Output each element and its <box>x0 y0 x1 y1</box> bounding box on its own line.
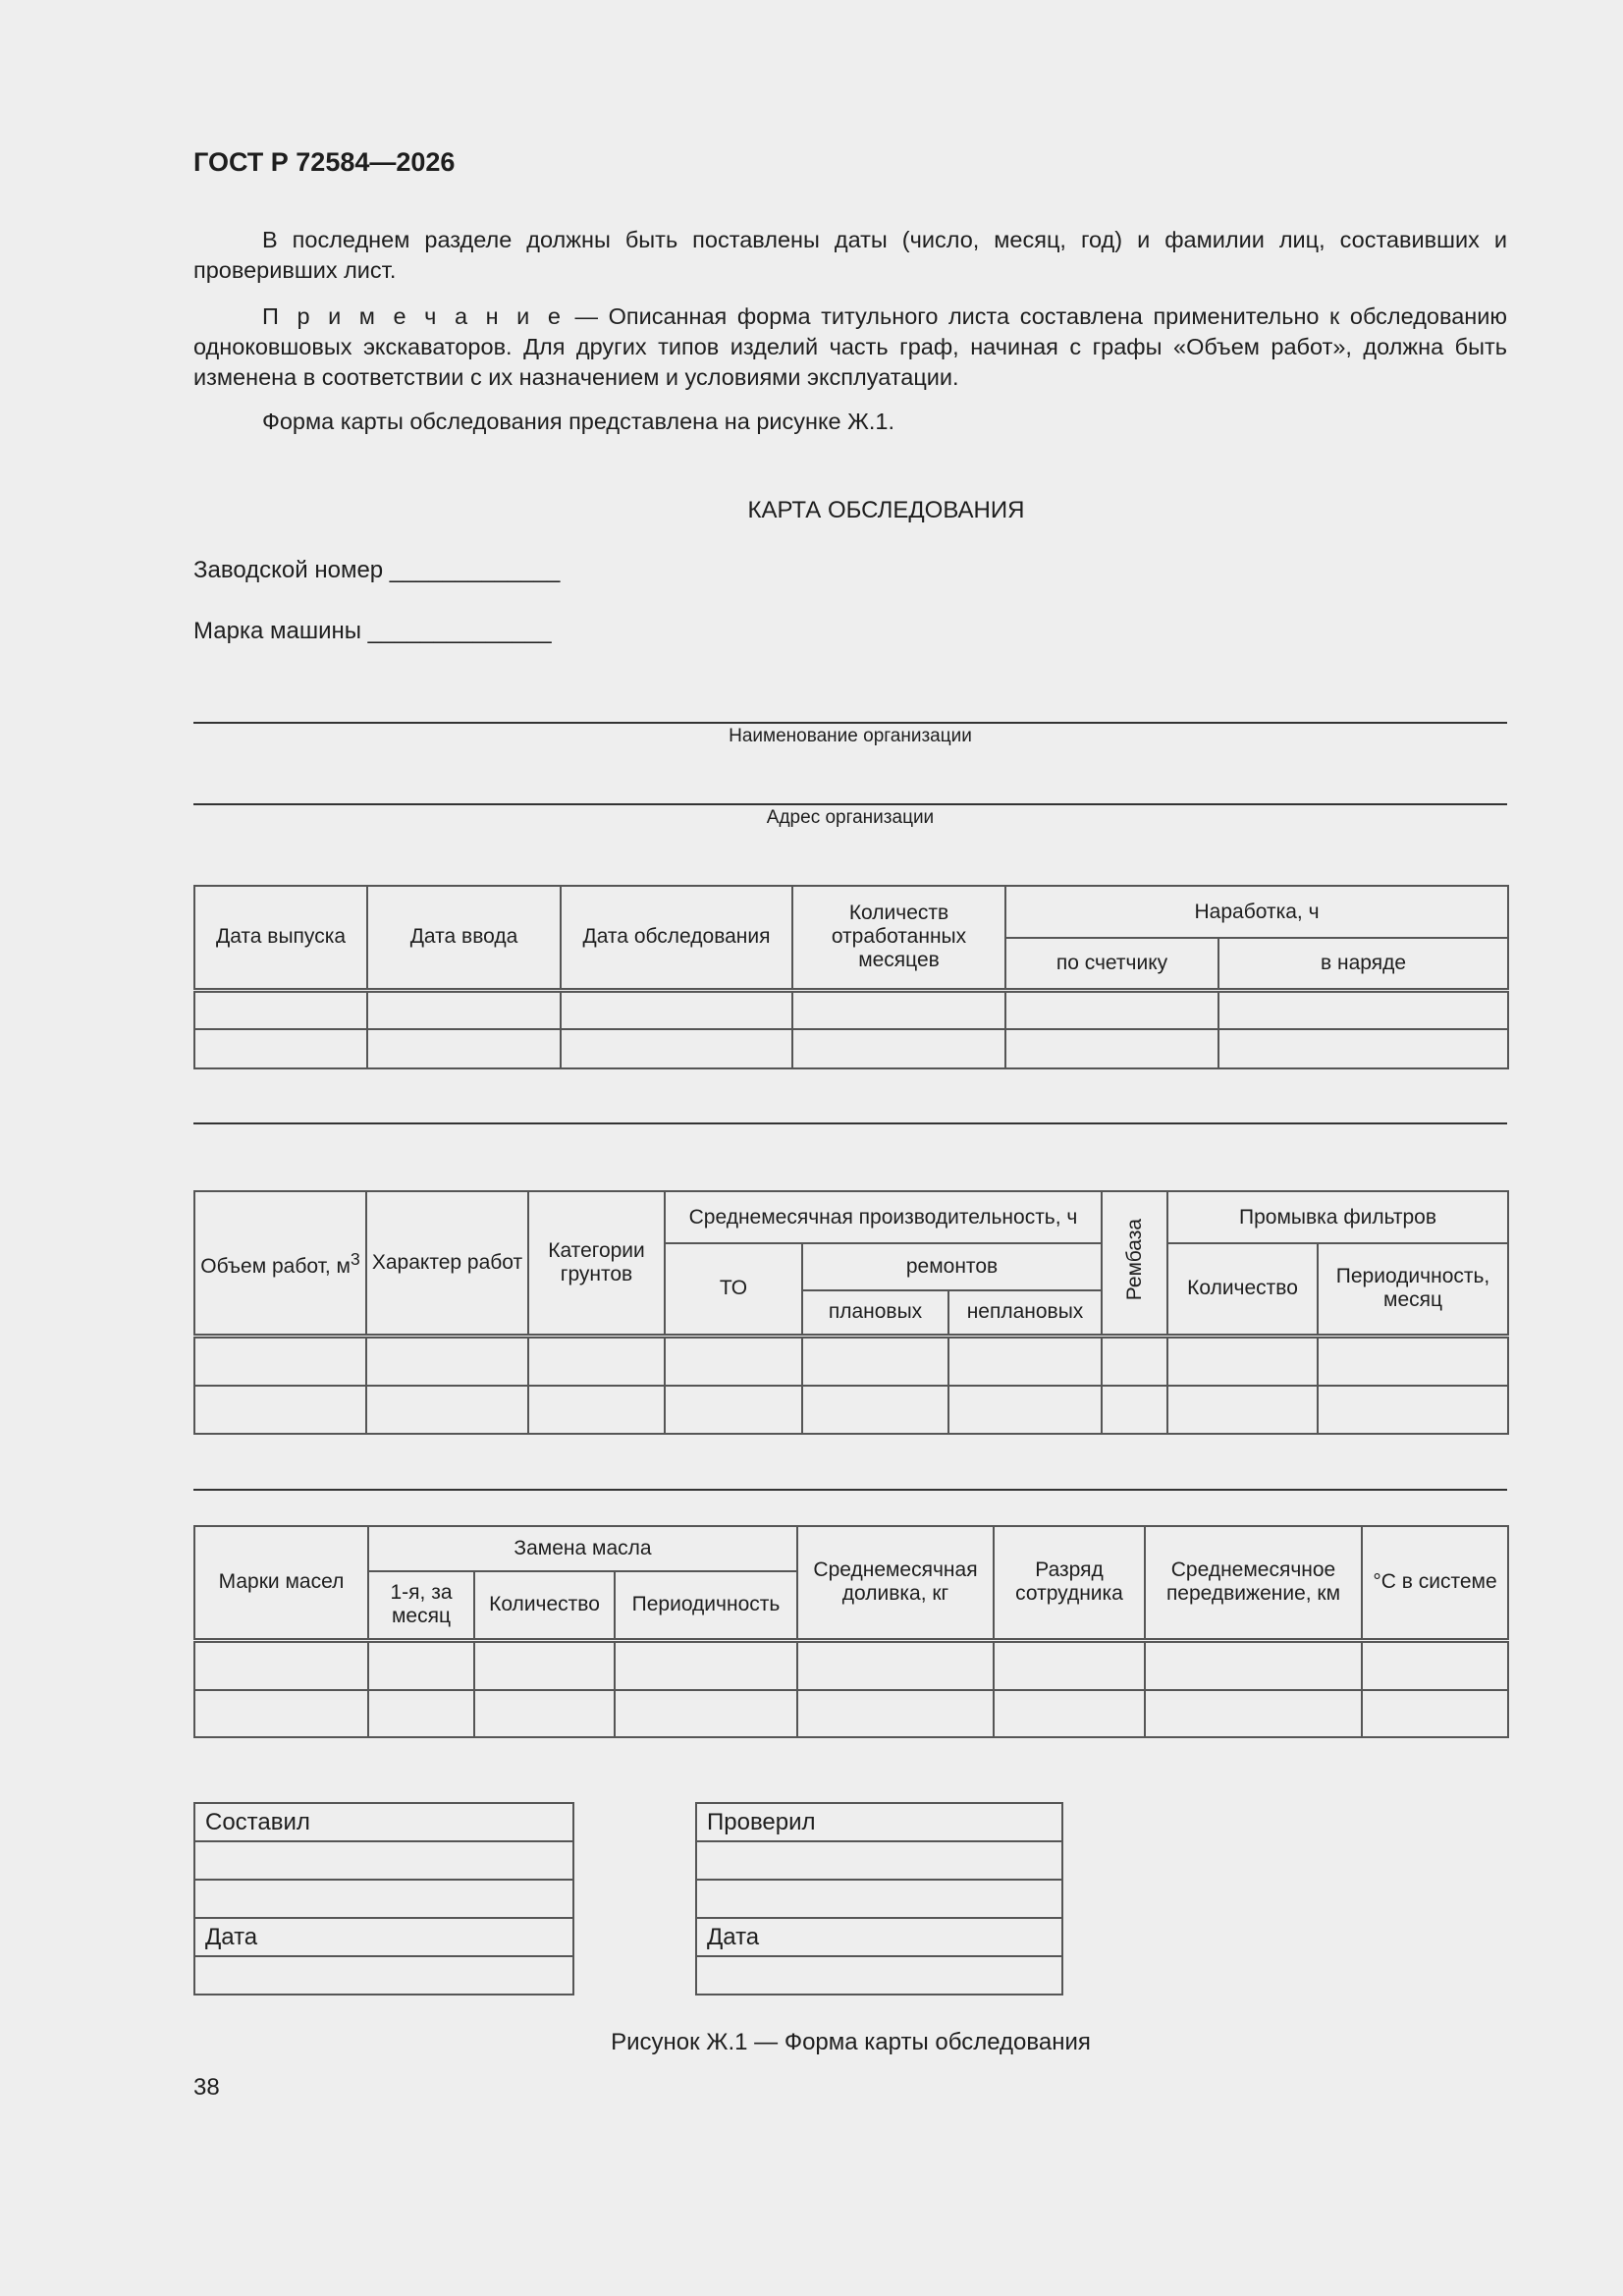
org-address-caption: Адрес организации <box>766 807 935 828</box>
header-by-counter: по счетчику <box>1005 938 1218 990</box>
serial-number-field: Заводской номер _____________ <box>193 557 561 583</box>
document-header: ГОСТ Р 72584—2026 <box>193 147 456 177</box>
header-soil: Категории грунтов <box>528 1191 665 1336</box>
table-row <box>194 990 1508 1029</box>
checked-by-label: Проверил <box>696 1803 1062 1841</box>
compiled-by-block <box>193 1802 574 1995</box>
table-row <box>194 1386 1508 1434</box>
note-label: П р и м е ч а н и е <box>262 303 565 329</box>
header-oil-periodicity: Периодичность <box>615 1571 797 1640</box>
table-row <box>194 1029 1508 1068</box>
table-row <box>194 1640 1508 1690</box>
header-temperature: °С в системе <box>1362 1526 1508 1640</box>
machine-brand-field: Марка машины ______________ <box>193 618 552 644</box>
header-topup: Среднемесячная доливка, кг <box>797 1526 994 1640</box>
header-unplanned: неплановых <box>948 1290 1102 1336</box>
header-filters: Промывка фильтров <box>1167 1191 1508 1243</box>
header-filter-periodicity: Периодичность, месяц <box>1318 1243 1508 1336</box>
compiled-date-label: Дата <box>194 1918 573 1956</box>
paragraph-note <box>193 301 1507 393</box>
header-movement: Среднемесячное передвижение, км <box>1145 1526 1362 1640</box>
org-name-line <box>193 722 1507 724</box>
header-volume: Объем работ, $м^3$ <box>194 1191 366 1336</box>
table-row <box>194 1690 1508 1737</box>
paragraph-figure-ref: Форма карты обследования представлена на рисунке Ж.1. <box>262 409 894 434</box>
header-entry-date: Дата ввода <box>367 886 561 990</box>
header-filter-quantity: Количество <box>1167 1243 1318 1336</box>
org-name-caption: Наименование организации <box>729 726 972 746</box>
separator-line-2 <box>193 1489 1507 1491</box>
productivity-table <box>193 1190 1509 1435</box>
header-survey-date: Дата обследования <box>561 886 792 990</box>
checked-date-label: Дата <box>696 1918 1062 1956</box>
header-to: ТО <box>665 1243 802 1336</box>
header-runtime: Наработка, ч <box>1005 886 1508 938</box>
compiled-by-label: Составил <box>194 1803 573 1841</box>
header-work-type: Характер работ <box>366 1191 528 1336</box>
card-title: КАРТА ОБСЛЕДОВАНИЯ <box>747 497 1025 523</box>
header-productivity: Среднемесячная производительность, ч <box>665 1191 1102 1243</box>
header-repairs: ремонтов <box>802 1243 1102 1290</box>
oil-table <box>193 1525 1509 1738</box>
header-rank: Разряд сотрудника <box>994 1526 1145 1640</box>
header-first-month: 1-я, за месяц <box>368 1571 474 1640</box>
figure-caption: Рисунок Ж.1 — Форма карты обследования <box>611 2029 1091 2055</box>
table-row <box>194 1336 1508 1386</box>
note-text: — Описанная форма титульного листа составлена применительно к обследованию одноковшовых экскаваторов. Для других типов изделий часть граф, начиная с графы «Объем работ», должна быть изменена в соответствии с их назначением и условиями эксплуатации. <box>193 303 1507 390</box>
header-release-date: Дата выпуска <box>194 886 367 990</box>
header-oil-brands: Марки масел <box>194 1526 368 1640</box>
header-rembaza: Рембаза <box>1102 1191 1167 1336</box>
separator-line-1 <box>193 1122 1507 1124</box>
org-address-line <box>193 803 1507 805</box>
header-oil-quantity: Количество <box>474 1571 615 1640</box>
dates-runtime-table <box>193 885 1509 1069</box>
header-by-order: в наряде <box>1218 938 1508 990</box>
header-planned: плановых <box>802 1290 948 1336</box>
header-months-worked: Количеств отработанных месяцев <box>792 886 1005 990</box>
paragraph-dates: В последнем разделе должны быть поставлены даты (число, месяц, год) и фамилии лиц, составивших и проверивших лист. <box>193 227 1507 283</box>
checked-by-block <box>695 1802 1063 1995</box>
page-number: 38 <box>193 2074 220 2101</box>
header-oil-change: Замена масла <box>368 1526 797 1571</box>
